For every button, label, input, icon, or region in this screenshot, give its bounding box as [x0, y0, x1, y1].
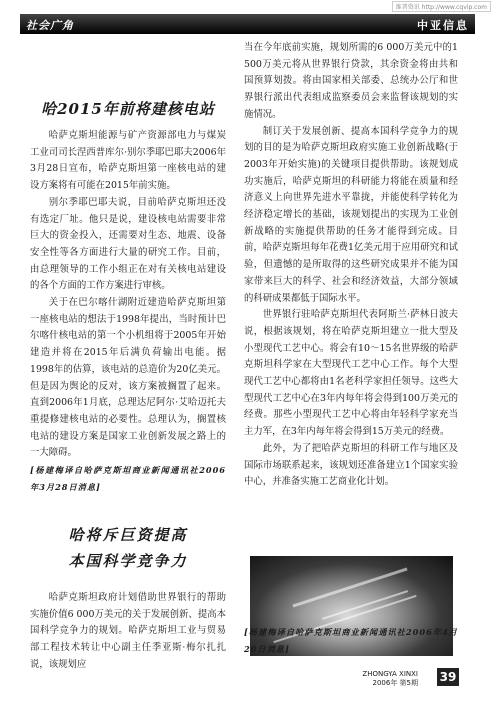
article-1-para-2: 别尔季耶巴耶夫说，目前哈萨克斯坦还没有选定厂址。他只是说，建设核电站需要非常巨大的资金投入，还需要对生态、地震、设备安全性等各方面进行大量的研究工作。目前，由总理领导的工作小组正在对有关核电站建设的各个方面的工作方案进行审核。 — [30, 196, 226, 292]
right-column — [244, 40, 458, 491]
article-2-para-5: 此外，为了把哈萨克斯坦的科研工作与地区及国际市场联系起来，该规划还准备建立1个国家实验中心，并准备实施工艺商业化计划。 — [244, 442, 458, 488]
article-2-para-3: 制订关于发展创新、提高本国科学竞争力的规划的目的是为哈萨克斯坦政府实施工业创新战略(于2003年开始实施)的关键项目提供帮助。该规划成功实施后，哈萨克斯坦的科研能力将能在质量和经济意义上向世界先进水平靠拢，并能使科学转化为经济稳定增长的基础，该规划提出的实现为工业创新战略的实施提供帮助的任务才能得到完成。目前，哈萨克斯坦每年花费1亿美元用于应用研究和试验，但遗憾的是所取得的这些研究成果并不能为国家带来巨大的科学、社会和经济效益，大部分领域的科研成果都低于国际水平。 — [244, 125, 458, 304]
journal-title: 中亚信息 — [417, 19, 469, 32]
left-column-bottom — [30, 590, 226, 674]
article-1-title: 哈2015年前将建核电站 — [41, 100, 215, 118]
footer-issue: 2006年 第5期 — [372, 679, 418, 687]
article-2-source: [杨建梅译自哈萨克斯坦商业新闻通讯社2006年4月20日消息] — [244, 627, 458, 654]
article-1-source: [杨建梅译自哈萨克斯坦商业新闻通讯社2006年3月28日消息] — [30, 465, 226, 492]
watermark: 维普资讯 http://www.cqvip.com — [392, 1, 491, 12]
article-2-para-2: 当在今年底前实施，规划所需的6 000万美元中的1 500万美元将从世界银行贷款，其余资金将由共和国预算划拨。将由国家相关部委、总统办公厅和世界银行派出代表组成监察委员会来监督该规划的实施情况。 — [244, 42, 458, 120]
page-number: 39 — [437, 668, 459, 686]
left-column — [30, 128, 226, 495]
footer-info — [358, 670, 418, 688]
article-1-para-1: 哈萨克斯坦能源与矿产资源部电力与煤炭工业司司长涅西普库尔·别尔季耶巴耶夫2006年3月28日宣布，哈萨克斯坦第一座核电站的建设方案将有可能在2015年前实施。 — [30, 130, 226, 192]
article-2-para-1: 哈萨克斯坦政府计划借助世界银行的帮助实施价值6 000万美元的关于发展创新、提高本国科学竞争力的规划。哈萨克斯坦工业与贸易部工程技术转让中心副主任季亚斯·梅尔扎扎说，该规划应 — [30, 592, 226, 670]
article-1-para-3: 关于在巴尔喀什湖附近建造哈萨克斯坦第一座核电站的想法于1998年提出，当时预计巴尔喀什核电站的第一个小机组将于2005年开始建造并将在2015年后满负荷输出电能。据1998年的估算，该电站的总造价为20亿美元。但是因为舆论的反对，该方案被搁置了起来。直到2006年1月底，总理达尼阿尔·艾哈迈托夫重提修建核电站的必要性。总理认为，搁置核电站的建设方案是国家工业创新发展之路上的一大障碍。 — [30, 297, 226, 459]
article-2-title — [30, 522, 226, 574]
section-title: 社会广角 — [26, 19, 74, 32]
footer-journal: ZHONGYA XINXI — [362, 670, 418, 678]
article-2-title-line-1: 哈将斥巨资提高 — [68, 526, 188, 544]
article-2-para-4: 世界银行驻哈萨克斯坦代表阿斯兰·萨林日波夫说，根据该规划，将在哈萨克斯坦建立一批大型及小型现代工艺中心。将会有10～15名世界级的哈萨克斯坦科学家在大型现代工艺中心工作。每个大型现代工艺中心都将由1名老科学家担任领导。这些大型现代工艺中心在3年内每年将会得到100万美元的经费。那些小型现代工艺中心将由年轻科学家充当主力军，在3年内每年将会得到15万美元的经费。 — [244, 309, 458, 438]
article-2-title-line-2: 本国科学竞争力 — [68, 552, 188, 570]
page-header-bar — [20, 14, 475, 34]
right-column-bottom — [244, 624, 458, 657]
